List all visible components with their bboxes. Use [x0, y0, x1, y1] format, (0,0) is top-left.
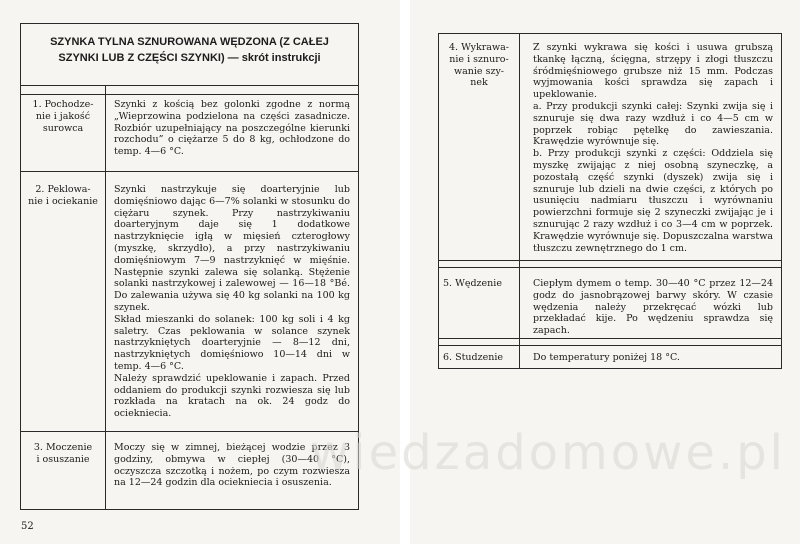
row-text-5: Ciepłym dymem o temp. 30—40 °C przez 12—24 godz do jasnobrązowej barwy skóry. W czasie wędzenia należy przekręcać wózki lub przekładać kije. Po wędzeniu sprawdza się zapach. — [533, 278, 773, 337]
watermark: wiedzadomowe.pl — [310, 425, 787, 481]
document-title — [21, 34, 358, 66]
title-line-2-main: SZYNKI LUB Z CZĘŚCI SZYNKI) — — [58, 52, 239, 64]
row-text-6: Do temperatury poniżej 18 °C. — [533, 352, 680, 363]
row-label-6: 6. Studzenie — [443, 352, 504, 363]
row-rule — [21, 171, 358, 172]
row-rule — [21, 94, 358, 95]
instruction-table-left — [20, 23, 359, 510]
row-text-2 — [114, 184, 350, 420]
row-rule — [439, 345, 781, 346]
title-line-2 — [21, 50, 358, 66]
row-2-paragraph-3: Należy sprawdzić upeklowanie i zapach. Przed oddaniem do produkcji szynki rozwiesza się lub rozkłada na kratach na ok. 24 godz do ociekniecia. — [114, 372, 350, 420]
row-label-3: 3. Moczenie i osuszanie — [33, 442, 93, 465]
column-divider — [105, 86, 106, 509]
row-text-4 — [533, 42, 773, 254]
row-label-2: 2. Peklowa- nie i ociekanie — [28, 184, 98, 207]
title-line-1: SZYNKA TYLNA SZNUROWANA WĘDZONA (Z CAŁEJ — [50, 36, 329, 48]
instruction-table-right — [438, 33, 782, 369]
title-divider — [21, 85, 358, 86]
row-text-1: Szynki z kością bez golonki zgodne z normą „Wieprzowina podzielona na części zasadnicze. Rozbiór uzupełniający na poszczególne kierunki rozchodu” o ciężarze 5 do 8 kg, ochłodzone do temp. 4—6 °C. — [114, 99, 350, 158]
row-rule — [439, 338, 781, 339]
row-label-4: 4. Wykrawa- nie i sznuro- wanie szy- nek — [449, 42, 509, 89]
row-label-5: 5. Wędzenie — [443, 278, 502, 289]
row-4-paragraph-2: a. Przy produkcji szynki całej: Szynki zwija się i sznuruje się dwa razy wzdłuż i co 4—5 cm w poprzek robiąc pętelkę do zawieszania. Krawędzie wyrównuje się. — [533, 100, 773, 148]
row-rule — [439, 267, 781, 268]
row-text-3: Moczy się w zimnej, bieżącej wodzie przez 3 godziny, obmywa w ciepłej (30—40 °C), oczyszcza szczotką i nożem, po czym rozwiesza na 12—24 godzin dla ociekniecia i osuszenia. — [114, 442, 350, 489]
row-4-paragraph-3: b. Przy produkcji szynki z części: Oddziela się myszkę zwijając z niej osobną szyneczkę, a pozostałą część szynki (dyszek) zwija się i sznuruje lub dzieli na dwie części, z których po usunięciu nadmiaru tłuszczu i wyrównaniu powierzchni formuje się 2 szyneczki zwijając je i sznurując 2 razy wzdłuż i co 3—4 cm w poprzek. Krawędzie wyrównuje się. Dopuszczalna warstwa tłuszczu zewnętrznego do 1 cm. — [533, 148, 773, 254]
row-rule — [21, 431, 358, 432]
page-number: 52 — [21, 521, 34, 532]
book-gutter — [400, 0, 410, 544]
title-subtitle: skrót instrukcji — [238, 52, 321, 64]
row-2-paragraph-2: Skład mieszanki do solanek: 100 kg soli i 4 kg saletry. Czas peklowania w solance szynek nastrzykniętych doarteryjnie — 8—12 dni, nastrzykniętych domięśniowo 10—14 dni w temp. 4—6 °C. — [114, 313, 350, 372]
column-divider — [519, 34, 520, 368]
row-4-paragraph-1: Z szynki wykrawa się kości i usuwa grubszą tkankę łączną, ścięgna, strzępy i złogi tłuszczu śródmięśniowego grubsze niż 15 mm. Podczas wyjmowania kości sprawdza się zapach i upeklowanie. — [533, 42, 773, 101]
row-2-paragraph-1: Szynki nastrzykuje się doarteryjnie lub domięśniowo dając 6—7% solanki w stosunku do ciężaru szynek. Przy nastrzykiwaniu doarteryjnym daje się 1 dodatkowe nastrzyknięcie igłą w mięsień czterogłowy (myszkę, skrzydło), a przy nastrzykiwaniu domięśniowym 7—9 nastrzyknięć w mięśnie. Następnie szynki zalewa się solanką. Stężenie solanki nastrzykowej i zalewowej — 16—18 °Bé. Do zalewania używa się 40 kg solanki na 100 kg szynek. — [114, 184, 350, 313]
row-rule — [439, 260, 781, 261]
row-label-1: 1. Pochodze- nie i jakość surowca — [32, 99, 94, 134]
